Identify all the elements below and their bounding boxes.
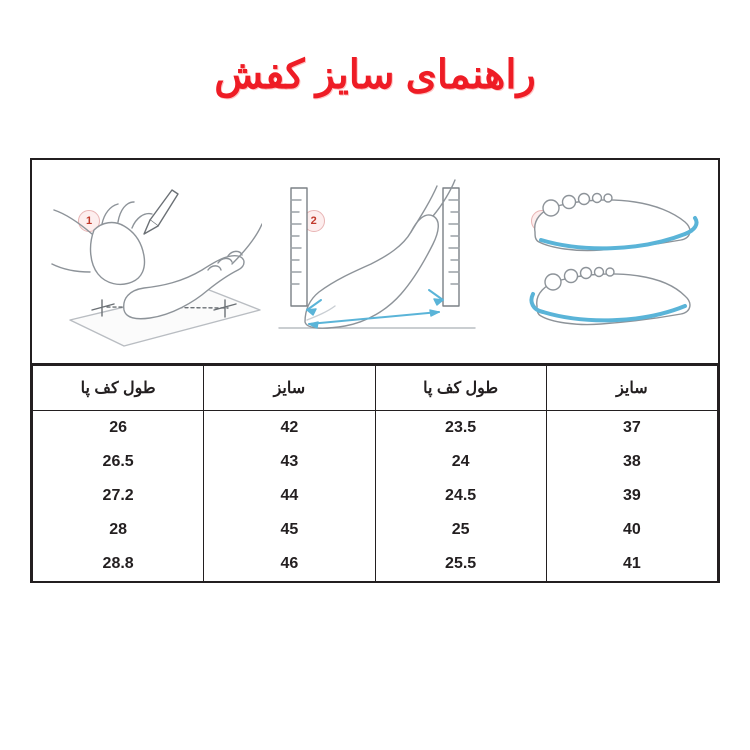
size-table-head	[33, 366, 718, 411]
cell-foot-length-men: 27.2	[33, 479, 204, 513]
page-title: راهنمای سایز کفش	[214, 53, 536, 97]
column-header-size-women: سایز	[546, 366, 717, 411]
table-row	[33, 411, 718, 446]
step-badge-2: 2	[303, 210, 325, 232]
size-table-body	[33, 411, 718, 582]
cell-foot-length-women: 24.5	[375, 479, 546, 513]
cell-foot-length-men: 28	[33, 513, 204, 547]
table-row	[33, 547, 718, 582]
cell-foot-length-women: 25.5	[375, 547, 546, 582]
illustration-step-3	[489, 160, 718, 363]
illustration-step-2	[261, 160, 490, 363]
column-header-foot-length-women: طول کف پا	[375, 366, 546, 411]
cell-foot-length-men: 26.5	[33, 445, 204, 479]
cell-size-men: 43	[204, 445, 375, 479]
table-header-row	[33, 366, 718, 411]
size-chart	[30, 158, 720, 583]
cell-size-women: 40	[546, 513, 717, 547]
column-header-foot-length-men: طول کف پا	[33, 366, 204, 411]
cell-foot-length-women: 24	[375, 445, 546, 479]
cell-size-women: 38	[546, 445, 717, 479]
size-table	[32, 365, 718, 582]
cell-size-men: 46	[204, 547, 375, 582]
cell-foot-length-men: 26	[33, 411, 204, 446]
cell-foot-length-women: 23.5	[375, 411, 546, 446]
cell-size-women: 37	[546, 411, 717, 446]
cell-size-women: 39	[546, 479, 717, 513]
step-badge-1: 1	[78, 210, 100, 232]
cell-size-men: 44	[204, 479, 375, 513]
cell-size-men: 42	[204, 411, 375, 446]
illustration-step-1	[32, 160, 261, 363]
column-header-size-men: سایز	[204, 366, 375, 411]
table-row	[33, 479, 718, 513]
cell-foot-length-men: 28.8	[33, 547, 204, 582]
hand-tracing-foot-on-paper-icon	[32, 160, 261, 363]
foot-between-two-rulers-icon	[261, 160, 490, 363]
cell-size-men: 45	[204, 513, 375, 547]
table-row	[33, 513, 718, 547]
measuring-tape-on-feet-icon	[489, 160, 718, 363]
cell-foot-length-women: 25	[375, 513, 546, 547]
cell-size-women: 41	[546, 547, 717, 582]
table-row	[33, 445, 718, 479]
illustration-row	[32, 160, 718, 365]
